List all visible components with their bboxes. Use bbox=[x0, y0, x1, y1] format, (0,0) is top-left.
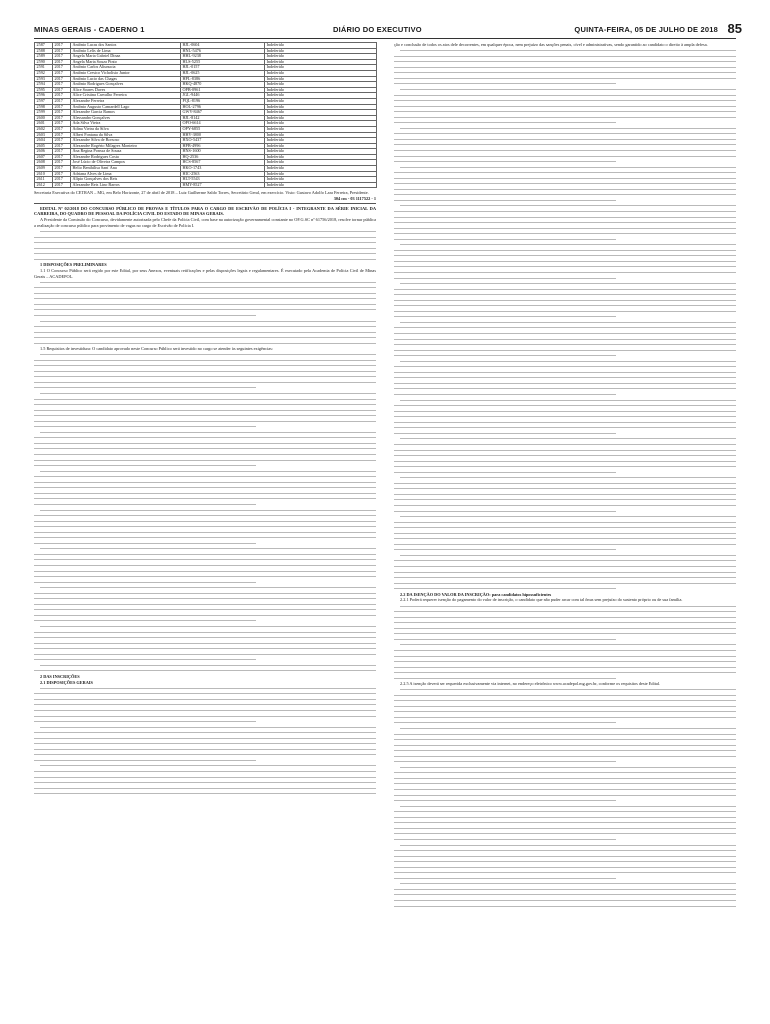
table-cell: 2593 bbox=[35, 76, 53, 82]
table-cell: 2611 bbox=[35, 177, 53, 183]
table-cell: Indeferido bbox=[265, 154, 377, 160]
table-cell: Helio Benthilisa Sant´Ana bbox=[71, 166, 181, 172]
table-cell: Antônio Lucio das Chagas bbox=[71, 76, 181, 82]
table-cell: Albert Fontana da Silva bbox=[71, 132, 181, 138]
table-cell: Adriana Alves de Lima bbox=[71, 171, 181, 177]
table-cell: Alexandre Reis Lino Barros bbox=[71, 182, 181, 188]
table-cell: Adina Vieira da Silva bbox=[71, 126, 181, 132]
filler-text bbox=[394, 687, 736, 909]
table-cell: Indeferido bbox=[265, 171, 377, 177]
table-cell: 2017 bbox=[53, 54, 71, 60]
table-cell: Indeferido bbox=[265, 121, 377, 127]
table-cell: 2017 bbox=[53, 87, 71, 93]
table-cell: 2017 bbox=[53, 132, 71, 138]
table-cell: 2601 bbox=[35, 121, 53, 127]
header-rule bbox=[34, 38, 736, 39]
table-cell: 2602 bbox=[35, 126, 53, 132]
table-cell: PQL-8196 bbox=[181, 98, 265, 104]
table-cell: 2017 bbox=[53, 154, 71, 160]
table-cell: HMY-8527 bbox=[181, 182, 265, 188]
table-cell: HJL-0604 bbox=[181, 43, 265, 49]
table-cell: 2596 bbox=[35, 93, 53, 99]
table-cell: Indeferido bbox=[265, 82, 377, 88]
table-cell: 2594 bbox=[35, 82, 53, 88]
table-cell: 2017 bbox=[53, 82, 71, 88]
table-cell: 2610 bbox=[35, 171, 53, 177]
table-cell: HOL-2796 bbox=[181, 104, 265, 110]
table-cell: Alexandre Silva de Borsoso bbox=[71, 138, 181, 144]
table-cell: Alexandre Ferreira bbox=[71, 98, 181, 104]
table-cell: 2017 bbox=[53, 160, 71, 166]
table-cell: 2600 bbox=[35, 115, 53, 121]
table-cell: 2607 bbox=[35, 154, 53, 160]
table-cell: OPO-6614 bbox=[181, 121, 265, 127]
table-cell: HLT-5543 bbox=[181, 177, 265, 183]
table-cell: HJL-0157 bbox=[181, 65, 265, 71]
issue-date: QUINTA-FEIRA, 05 DE JULHO DE 2018 bbox=[574, 25, 718, 34]
filler-text bbox=[394, 48, 736, 592]
table-cell: 2604 bbox=[35, 138, 53, 144]
section-heading: 2.1 DISPOSIÇÕES GERAIS bbox=[40, 679, 93, 685]
text-line bbox=[34, 257, 376, 263]
table-cell: 2017 bbox=[53, 43, 71, 49]
table-cell: 2591 bbox=[35, 65, 53, 71]
table-cell: HNS-1600 bbox=[181, 149, 265, 155]
section-heading: 1 DISPOSIÇÕES PRELIMINARES bbox=[40, 262, 107, 268]
table-cell: 2017 bbox=[53, 121, 71, 127]
table-cell: 2017 bbox=[53, 98, 71, 104]
table-cell: Alexandre Rogério Milagres Monteiro bbox=[71, 143, 181, 149]
table-cell: JGL-9446 bbox=[181, 93, 265, 99]
table-cell: HHV-3800 bbox=[181, 132, 265, 138]
table-cell: Antônio Lucas dos Santos bbox=[71, 43, 181, 49]
table-cell: 2017 bbox=[53, 65, 71, 71]
table-cell: Indeferido bbox=[265, 149, 377, 155]
table-cell: HXO-5437 bbox=[181, 138, 265, 144]
table-cell: 2608 bbox=[35, 160, 53, 166]
table-cell: HKO-1743 bbox=[181, 166, 265, 172]
table-cell: Angela Maria Souza Pinto bbox=[71, 59, 181, 65]
section-heading: 2.2 DA ISENÇÃO DO VALOR DA INSCRIÇÃO: para candidatos hipossuficientes bbox=[400, 591, 552, 597]
table-cell: Indeferido bbox=[265, 59, 377, 65]
table-cell: 2605 bbox=[35, 143, 53, 149]
table-cell: HPB-4996 bbox=[181, 143, 265, 149]
table-cell: Alexandre Rodrigues Costa bbox=[71, 154, 181, 160]
paragraph: 1.5 Requisitos de investidura: O candidato aprovado neste Concurso Público será investido no cargo se atender às seguintes exigências: bbox=[40, 346, 273, 352]
table-cell: 2017 bbox=[53, 138, 71, 144]
table-cell: HPL-8386 bbox=[181, 76, 265, 82]
paragraph: 2.2.5 A isenção deverá ser requerida exclusivamente via internet, no endereço eletrônico www.acadepol.mg.gov.br, conforme os requisitos deste Edital. bbox=[400, 681, 661, 687]
table-cell: 2612 bbox=[35, 182, 53, 188]
table-cell: HCS-8567 bbox=[181, 160, 265, 166]
table-cell: Indeferido bbox=[265, 87, 377, 93]
table-cell: 2017 bbox=[53, 177, 71, 183]
text-line bbox=[394, 586, 736, 592]
filler-text bbox=[34, 229, 376, 262]
filler-text bbox=[34, 352, 376, 674]
table-cell: Indeferido bbox=[265, 126, 377, 132]
table-cell: HJL-0625 bbox=[181, 70, 265, 76]
filler-text bbox=[394, 603, 736, 681]
table-cell: Indeferido bbox=[265, 76, 377, 82]
table-cell: Indeferido bbox=[265, 143, 377, 149]
table-cell: 2595 bbox=[35, 87, 53, 93]
table-cell: 2017 bbox=[53, 149, 71, 155]
table-cell: 2017 bbox=[53, 115, 71, 121]
table-cell: 2017 bbox=[53, 171, 71, 177]
table-cell: 2603 bbox=[35, 132, 53, 138]
table-cell: Indeferido bbox=[265, 48, 377, 54]
table-cell: Antônio Carlos Aliunucia bbox=[71, 65, 181, 71]
table-cell: 2017 bbox=[53, 70, 71, 76]
table-cell: 2017 bbox=[53, 182, 71, 188]
table-cell: Antônio Augusto Camardell Lago bbox=[71, 104, 181, 110]
table-cell: 2017 bbox=[53, 93, 71, 99]
paragraph: 1.1 O Concurso Público será regido por este Edital, por seus Anexos, eventuais retificações e pelas disposições legais e regulamentares. É executado pela Academia de Polícia Civil de Minas Gerais – ACADEPOL. bbox=[34, 268, 376, 279]
section-heading: 2 DAS INSCRIÇÕES bbox=[40, 673, 80, 679]
table-cell: OPB-0961 bbox=[181, 87, 265, 93]
left-column bbox=[34, 42, 376, 797]
paragraph: ção e conclusão de todos os atos dele decorrentes, em qualquer época, nem prejuízo das sanções penais, cível e administrativas, sendo garantido ao candidato o direito à ampla defesa. bbox=[394, 42, 708, 47]
table-cell: 2599 bbox=[35, 110, 53, 116]
table-cell: Antônio Lelis de Lima bbox=[71, 48, 181, 54]
table-cell: Indeferido bbox=[265, 132, 377, 138]
table-cell: HLS-5255 bbox=[181, 59, 265, 65]
page-header bbox=[34, 21, 742, 37]
table-cell: 2598 bbox=[35, 104, 53, 110]
section-title: DIÁRIO DO EXECUTIVO bbox=[333, 25, 422, 34]
table-cell: 2606 bbox=[35, 149, 53, 155]
table-cell: Indeferido bbox=[265, 43, 377, 49]
table-cell: 2017 bbox=[53, 126, 71, 132]
table-cell: Alice Cristina Carvalho Ferreira bbox=[71, 93, 181, 99]
paragraph: 2.2.1 Poderá requerer isenção do pagamento do valor de inscrição, o candidato que não puder arcar com tal ônus sem prejuízo do sustento próprio ou de sua família. bbox=[400, 597, 683, 603]
table-cell: HNL-5476 bbox=[181, 48, 265, 54]
table-cell: José Lúcio de Oliveira Campos bbox=[71, 160, 181, 166]
table-cell: Indeferido bbox=[265, 54, 377, 60]
signature: Secretaria Executiva do CETRAN – MG, em Belo Horizonte, 27 de abril de 2018 – Luiz Guilherme Saldo Torres, Secretário Geral, em exercício. Visto: Gustavo Adolfo Lara Ferreira, Presidente. bbox=[34, 190, 369, 196]
table-cell: Alexandre Garcia Ramos bbox=[71, 110, 181, 116]
table-cell: 2017 bbox=[53, 143, 71, 149]
table-cell: Indeferido bbox=[265, 160, 377, 166]
table-cell: Indeferido bbox=[265, 138, 377, 144]
table-cell: Indeferido bbox=[265, 110, 377, 116]
table-cell: HJL-8142 bbox=[181, 115, 265, 121]
table-cell: Indeferido bbox=[265, 93, 377, 99]
text-line bbox=[34, 791, 376, 797]
table-cell: OPY-6855 bbox=[181, 126, 265, 132]
publication-code: 304 cm - 03 1117522 - 1 bbox=[333, 196, 376, 202]
table-cell: Angela Maria Gabriel Dinaz bbox=[71, 54, 181, 60]
table-cell: 2017 bbox=[53, 166, 71, 172]
table-cell: Alessandro Gonçalves bbox=[71, 115, 181, 121]
table-cell: 2587 bbox=[35, 43, 53, 49]
table-cell: Indeferido bbox=[265, 166, 377, 172]
table-cell: 2597 bbox=[35, 98, 53, 104]
roster-table bbox=[34, 42, 377, 188]
text-line bbox=[34, 668, 376, 674]
table-cell: HIC-2563 bbox=[181, 171, 265, 177]
table-cell: Indeferido bbox=[265, 65, 377, 71]
table-cell: 2609 bbox=[35, 166, 53, 172]
table-cell: Indeferido bbox=[265, 115, 377, 121]
table-cell: Ada Silva Vieira bbox=[71, 121, 181, 127]
table-cell: Indeferido bbox=[265, 182, 377, 188]
filler-text bbox=[34, 686, 376, 797]
table-cell: Alice Soares Daves bbox=[71, 87, 181, 93]
table-row bbox=[35, 182, 377, 188]
divider bbox=[34, 203, 376, 204]
table-cell: 2017 bbox=[53, 59, 71, 65]
table-cell: 2592 bbox=[35, 70, 53, 76]
text-line bbox=[394, 676, 736, 682]
table-cell: HKQ-4870 bbox=[181, 82, 265, 88]
table-cell: 2017 bbox=[53, 48, 71, 54]
table-cell: Indeferido bbox=[265, 70, 377, 76]
table-cell: Indeferido bbox=[265, 104, 377, 110]
table-cell: GWV-8467 bbox=[181, 110, 265, 116]
edital-intro: A Presidente da Comissão do Concurso, devidamente autorizada pelo Chefe da Polícia Civil, com base na autorização governamental constante no OF.G.SC nº 61756/2018, resolve tornar pública a realização de concurso público para provimento de vagas no cargo de Escrivão de Polícia I. bbox=[34, 217, 376, 228]
table-cell: Antônio Cresico Vicholisio Junior bbox=[71, 70, 181, 76]
right-column bbox=[394, 42, 736, 909]
table-cell: Indeferido bbox=[265, 98, 377, 104]
edital-title: EDITAL Nº 02/2018 DO CONCURSO PÚBLICO DE PROVAS E TÍTULOS PARA O CARGO DE ESCRIVÃO DE POLÍCIA I - INTEGRANTE DA SÉRIE INICIAL DA CARREIRA, DO QUADRO DE PESSOAL DA POLÍCIA CIVIL DO ESTADO DE MINAS GERAIS. bbox=[34, 205, 376, 217]
table-cell: 2588 bbox=[35, 48, 53, 54]
table-cell: 2017 bbox=[53, 76, 71, 82]
table-cell: Antônio Rodrigues Gonçalves bbox=[71, 82, 181, 88]
filler-text bbox=[34, 280, 376, 347]
table-cell: 2017 bbox=[53, 110, 71, 116]
text-line bbox=[34, 341, 376, 347]
table-cell: 2590 bbox=[35, 59, 53, 65]
table-cell: HHL-9238 bbox=[181, 54, 265, 60]
table-cell: Indeferido bbox=[265, 177, 377, 183]
text-line bbox=[394, 903, 736, 909]
table-cell: Alípio Gonçalves dos Reis bbox=[71, 177, 181, 183]
table-cell: HQ-2536 bbox=[181, 154, 265, 160]
table-cell: Ana Regina Ponssa de Souza bbox=[71, 149, 181, 155]
table-cell: 2017 bbox=[53, 104, 71, 110]
page-number: 85 bbox=[727, 21, 742, 36]
table-cell: 2589 bbox=[35, 54, 53, 60]
publication-name: MINAS GERAIS - CADERNO 1 bbox=[34, 25, 145, 34]
